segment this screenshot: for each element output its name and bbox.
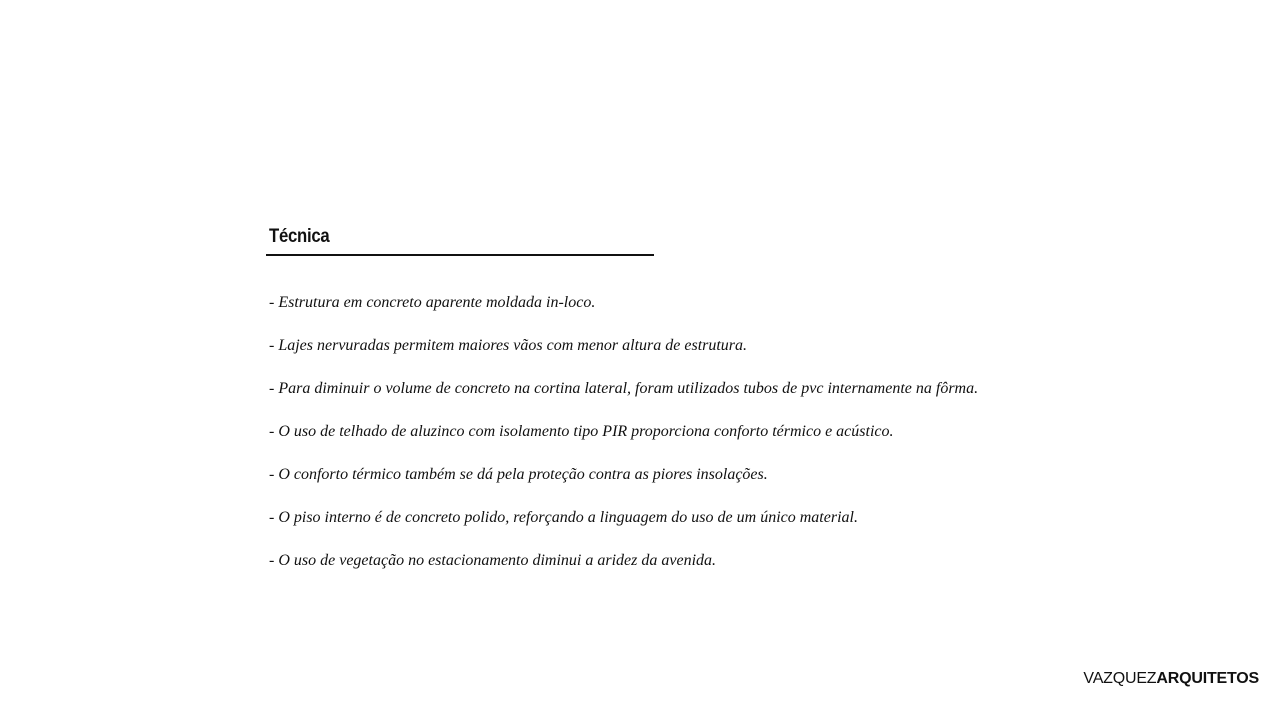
technique-list xyxy=(269,292,1006,593)
list-item: - Para diminuir o volume de concreto na cortina lateral, foram utilizados tubos de pvc internamente na fôrma. xyxy=(269,380,979,397)
brand-name-bold: ARQUITETOS xyxy=(1156,670,1259,687)
list-item: - Lajes nervuradas permitem maiores vãos com menor altura de estrutura. xyxy=(269,337,748,354)
list-item: - O uso de vegetação no estacionamento diminui a aridez da avenida. xyxy=(269,552,717,569)
title-underline xyxy=(266,254,654,256)
list-item: - O uso de telhado de aluzinco com isolamento tipo PIR proporciona conforto térmico e acústico. xyxy=(269,423,894,440)
list-item: - O piso interno é de concreto polido, reforçando a linguagem do uso de um único material. xyxy=(269,509,858,526)
list-item: - O conforto térmico também se dá pela proteção contra as piores insolações. xyxy=(269,466,768,483)
brand-logo xyxy=(1083,670,1259,688)
brand-name-light: VAZQUEZ xyxy=(1083,670,1157,687)
section-title: Técnica xyxy=(269,226,330,247)
list-item: - Estrutura em concreto aparente moldada in-loco. xyxy=(269,294,596,311)
